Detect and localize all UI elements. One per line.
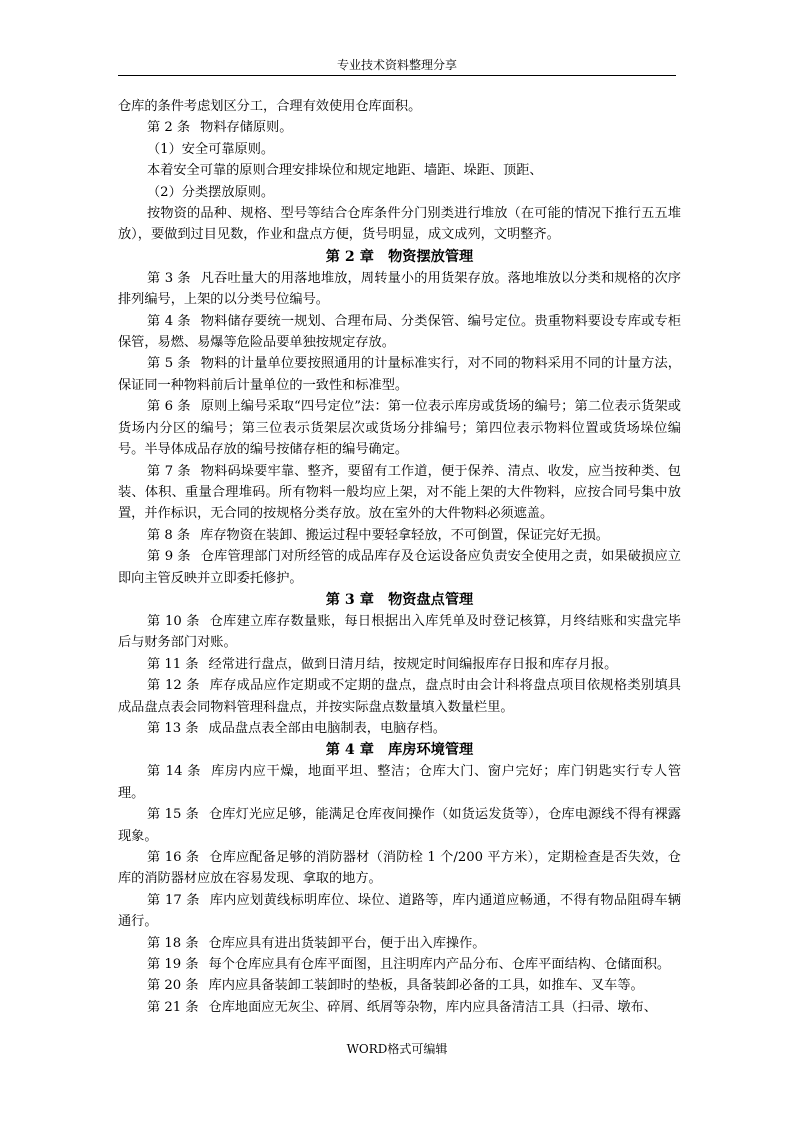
paragraph-text: 库存成品应作定期或不定期的盘点，盘点时由会计科将盘点项目依规格类别填具成品盘点表会同物料管理科盘点，并按实际盘点数量填入数量栏里。 xyxy=(118,678,681,715)
article-number: 第 2 条 xyxy=(147,120,191,136)
article-number: 第 14 条 xyxy=(147,764,202,780)
article-paragraph xyxy=(118,954,681,975)
paragraph-text: 原则上编号采取“四号定位”法：第一位表示库房或货场的编号；第二位表示货架或货场内分区的编号；第三位表示货架层次或货场分排编号；第四位表示物料位置或货场垛位编号。半导体成品存放的编号按储存柜的编号确定。 xyxy=(118,399,681,458)
article-paragraph xyxy=(118,675,681,718)
article-number: 第 21 条 xyxy=(147,999,199,1015)
page-footer: WORD格式可编辑 xyxy=(346,1042,448,1056)
article-number: 第 19 条 xyxy=(147,957,199,973)
page-header: 专业技术资料整理分享 xyxy=(336,58,457,72)
paragraph-text: 仓库管理部门对所经管的成品库存及仓运设备应负责安全使用之责，如果破损应立即向主管反映并立即委托修护。 xyxy=(118,549,681,586)
article-paragraph xyxy=(118,975,681,996)
chapter-heading: 第 3 章 物资盘点管理 xyxy=(325,591,474,608)
article-number: 第 8 条 xyxy=(147,527,191,543)
paragraph xyxy=(118,182,681,203)
paragraph-text: 仓库应具有进出货装卸平台，便于出入库操作。 xyxy=(208,935,486,951)
paragraph xyxy=(118,160,681,181)
article-number: 第 6 条 xyxy=(147,399,191,415)
paragraph-text: 物料码垛要牢靠、整齐，要留有工作道，便于保养、清点、收发，应当按种类、包装、体积、重量合理堆码。所有物料一般均应上架，对不能上架的大件物料，应按合同号集中放置，并作标识，无合同的按规格分类存放。放在室外的大件物料必须遮盖。 xyxy=(118,463,681,522)
chapter-heading: 第 2 章 物资摆放管理 xyxy=(325,248,474,265)
paragraph-text: 库内应划黄线标明库位、垛位、道路等，库内通道应畅通，不得有物品阻碍车辆通行。 xyxy=(118,892,681,930)
article-paragraph xyxy=(118,311,681,354)
article-number: 第 5 条 xyxy=(147,356,191,372)
paragraph xyxy=(118,139,681,160)
paragraph-text: 仓库灯光应足够，能满足仓库夜间操作（如货运发货等），仓库电源线不得有裸露现象。 xyxy=(118,807,681,844)
paragraph-text: 每个仓库应具有仓库平面图，且注明库内产品分布、仓库平面结构、仓储面积。 xyxy=(208,957,671,973)
paragraph-text: 经常进行盘点，做到日清月结，按规定时间编报库存日报和库存月报。 xyxy=(208,656,618,672)
article-number: 第 7 条 xyxy=(147,463,191,479)
article-number: 第 15 条 xyxy=(147,807,199,823)
article-number: 第 18 条 xyxy=(147,935,199,951)
paragraph-text: 库内应具备装卸工装卸时的垫板，具备装卸必备的工具，如推车、叉车等。 xyxy=(208,978,644,994)
article-number: 第 9 条 xyxy=(147,549,191,565)
article-number: 第 20 条 xyxy=(147,978,199,994)
article-number: 第 4 条 xyxy=(147,313,191,329)
article-paragraph xyxy=(118,654,681,675)
paragraph-text: 物料的计量单位要按照通用的计量标准实行，对不同的物料采用不同的计量方法，保证同一种物料前后计量单位的一致性和标准型。 xyxy=(118,356,681,393)
article-paragraph xyxy=(118,396,681,460)
paragraph-text: 成品盘点表全部由电脑制表，电脑存档。 xyxy=(208,720,446,736)
article-number: 第 10 条 xyxy=(147,613,200,629)
paragraph-text: 库存物资在装卸、搬运过程中要轻拿轻放，不可倒置，保证完好无损。 xyxy=(200,527,609,543)
article-paragraph xyxy=(118,525,681,546)
paragraph-text: 按物资的品种、规格、型号等结合仓库条件分门别类进行堆放（在可能的情况下推行五五堆放），要做到过目见数，作业和盘点方便，货号明显，成文成列，文明整齐。 xyxy=(118,206,681,243)
article-number: 第 11 条 xyxy=(147,656,199,672)
header-rule xyxy=(118,75,676,76)
paragraph-text: 仓库建立库存数量账，每日根据出入库凭单及时登记核算，月终结账和实盘完毕后与财务部门对账。 xyxy=(118,613,681,651)
article-paragraph xyxy=(118,761,681,804)
article-paragraph xyxy=(118,718,681,739)
article-number: 第 16 条 xyxy=(147,850,200,865)
article-paragraph xyxy=(118,117,681,138)
article-paragraph xyxy=(118,461,681,525)
paragraph-text: 库房内应干燥，地面平坦、整洁；仓库大门、窗户完好；库门钥匙实行专人管理。 xyxy=(118,764,682,801)
paragraph xyxy=(118,96,681,117)
article-number: 第 17 条 xyxy=(147,892,200,908)
paragraph-text: 仓库应配备足够的消防器材（消防栓 1 个/200 平方米），定期检查是否失效，仓库的消防器材应放在容易发现、拿取的地方。 xyxy=(118,850,681,887)
article-number: 第 12 条 xyxy=(147,678,200,694)
article-paragraph xyxy=(118,268,681,311)
article-paragraph xyxy=(118,933,681,954)
paragraph-text: 物料储存要统一规划、合理布局、分类保管、编号定位。贵重物料要设专库或专柜保管，易燃、易爆等危险品要单独按规定存放。 xyxy=(118,313,681,351)
paragraph xyxy=(118,203,681,246)
article-paragraph xyxy=(118,353,681,396)
document-body xyxy=(118,96,681,1018)
article-paragraph xyxy=(118,890,681,933)
article-paragraph xyxy=(118,804,681,847)
chapter-heading: 第 4 章 库房环境管理 xyxy=(325,742,474,759)
article-number: 第 3 条 xyxy=(147,270,191,286)
paragraph-text: 物料存储原则。 xyxy=(200,120,293,136)
paragraph-text: 凡吞吐量大的用落地堆放，周转量小的用货架存放。落地堆放以分类和规格的次序排列编号，上架的以分类号位编号。 xyxy=(118,270,681,308)
article-paragraph xyxy=(118,546,681,589)
paragraph-text: （2）分类摆放原则。 xyxy=(147,184,275,200)
article-number: 第 13 条 xyxy=(147,720,199,736)
paragraph-text: 仓库的条件考虑划区分工，合理有效使用仓库面积。 xyxy=(118,99,422,114)
article-paragraph xyxy=(118,611,681,654)
paragraph-text: 仓库地面应无灰尘、碎屑、纸屑等杂物，库内应具备清洁工具（扫帚、墩布、 xyxy=(208,999,657,1015)
article-paragraph xyxy=(118,847,681,890)
paragraph-text: 本着安全可靠的原则合理安排垛位和规定地距、墙距、垛距、顶距、 xyxy=(147,163,543,179)
paragraph-text: （1）安全可靠原则。 xyxy=(147,141,275,157)
article-paragraph xyxy=(118,997,681,1018)
